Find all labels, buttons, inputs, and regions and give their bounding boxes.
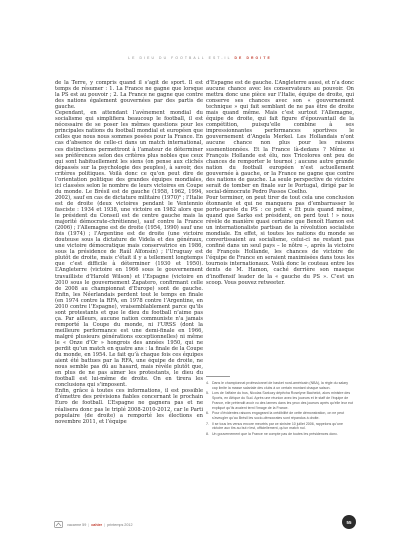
paragraph: de la Terre, y compris quand il s’agit de sport. Il est temps de résumer : 1. La France ne gagne que lorsque la PS est au pouvoir ; 2. La France ne gagne que contre des nations également gouvernées par des partis de gauche.: [55, 80, 203, 111]
footnote-number: 4.: [206, 381, 209, 385]
running-header-tail: DE DROITE: [234, 56, 272, 60]
footnote-text: Lors de l’affaire du bus, Nicolas Sarkozy dépêcha Roselyne Bachelot, alors ministre des Sports, en Afrique du Sud. Après une réunion avec les joueurs et le staff de l’équipe de France, elle prétendit avoir vu des larmes dans les yeux des joueurs après qu’elle leur eut expliqué qu’ils avaient terni l’image de la France.: [212, 391, 353, 410]
paragraph: Pour terminer, on peut tirer de tout cela une conclusion étonnante et qui ne manquera pas d’embarrasser le porte-parole du PS : ce petit « Et puis quand même, quand que Sarko est président, on perd tout ! » nous révèle de manière quasi certaine que Benoît Hamon est un internationaliste partisan de la révolution socialiste mondiale. En effet, si toutes les nations du monde se convertissaient au socialisme, celui-ci ne restant pas confiné dans un seul pays – le nôtre –, après la victoire de François Hollande, les chances de victoire de l’équipe de France en seraient maximisées dans tous les tournois internationaux. Voilà donc le couteau entre les dents de M. Hamon, caché derrière son masque d’inoffensif leader de la « gauche du PS ». C’est un scoop. Vous pouvez retweeter.: [206, 194, 354, 286]
footer-separator: |: [88, 522, 90, 527]
body-column-right: [206, 80, 354, 286]
paragraph: Enfin, grâce à toutes ces informations, il est possible d’émettre des prévisions fiables concernant le prochain Euro de football. L’Espagne ne gagnera pas et ne réalisera donc pas le triplé 2008-2010-2012, car le Parti populaire (de droite) a remporté les élections en novembre 2011, et l’équipe: [55, 388, 203, 425]
footnotes: [206, 376, 354, 438]
footer-issue: printemps 2012: [107, 522, 133, 527]
running-header: [0, 56, 400, 60]
footnote-number: 5.: [206, 391, 209, 396]
footnote: [206, 422, 354, 431]
footnote: [206, 391, 354, 410]
page-number: 55: [346, 519, 352, 525]
footnote-number: 6.: [206, 411, 209, 416]
footer-section: cahier: [91, 522, 103, 527]
footnote: [206, 432, 354, 437]
footer-separator: |: [104, 522, 106, 527]
page-number-badge: [342, 515, 356, 529]
footnotes-divider: [206, 376, 230, 377]
footnote: [206, 411, 354, 420]
running-header-text: LE DIEU DU FOOTBALL EST-IL: [128, 56, 232, 60]
footnote-number: 8.: [206, 432, 209, 437]
footnote-text: Dans le championnat professionnel de basket nord-américain (NBA), la règle du salary cap limite la masse salariale des clubs à un certain montant chaque saison.: [212, 381, 349, 390]
footnote-number: 7.: [206, 421, 209, 426]
journal-logo-icon: [54, 521, 63, 528]
footnote: [206, 381, 354, 390]
page-footer: [54, 521, 133, 528]
paragraph: d’Espagne est de gauche. L’Angleterre aussi, et n’a donc aucune chance avec les conservateurs au pouvoir. On mettra donc une pièce sur l’Italie, équipe de droite, qui conserve ses chances avec son « gouvernement technique » qui fait semblant de ne pas être de droite mais quand même. Mais c’est surtout l’Allemagne, équipe de droite, qui fait figure d’épouvantail de la compétition, puisqu’elle combine à ses impressionnantes performances sportives le gouvernement d’Angela Merkel. Les Hollandais n’ont aucune chance non plus pour les raisons susmentionnées. Et la France là-dedans ? Même si François Hollande est élu, nos Tricolores ont peu de chances de remporter le tournoi ; aucune autre grande nation du football européen n’est actuellement gouvernée à gauche, or la France ne gagne que contre des nations de gauche. La seule perspective de victoire serait de tomber en finale sur le Portugal, dirigé par le social-démocrate Pedro Passos Coelho.: [206, 80, 354, 195]
footer-journal: vacarme 59: [67, 522, 87, 527]
footnote-text: Pour d’évidentes raisons engageant la crédibilité de cette démonstration, on ne peut s’aveugler qu’au Brésil les socio-démocrates sont répandus à droite.: [212, 411, 345, 420]
body-column-left: [55, 80, 203, 425]
footnote-text: Un gouvernement que la France ne compte pas de toutes les présidences donc.: [212, 432, 338, 437]
footnote-text: Il se tous les venus encore meurtris par ce sinistre 10 juillet 2006, rappelons qu’une victoire aux tirs au but n’est, officiellement, qu’un match nul.: [212, 421, 343, 431]
paragraph: Cependant, en attendant l’avènement mondial du socialisme qui simplifiera beaucoup le football, il est nécessaire de se poser les mêmes questions pour les principales nations du football mondial et européen que celles que nous nous sommes posées pour la France. En cas d’absence de celle-ci dans un match international, ces distinctions permettront à l’amateur de déterminer ses préférences selon des critères plus nobles que ceux qui sont habituellement les siens (on pense aux clichés dépassés sur la psychologie des peuples), à savoir, des critères politiques. Voilà donc ce qu’on peut dire de l’orientation politique des grandes équipes mondiales, ici classées selon le nombre de leurs victoires en Coupe du monde. Le Brésil est de gauche (1958, 1962, 1994, 2002), sauf en cas de dictature militaire (1970)⁵ ; l’Italie est de droite (deux victoires pendant le Ventennio fasciste : 1934 et 1938, une victoire en 1982 alors que le président du Conseil est de centre gauche mais la majorité démocrate-chrétienne), sauf contre la France (2006) ; l’Allemagne est de droite (1954, 1990) sauf une fois (1974) ; l’Argentine est de droite (une victoire douteuse sous la dictature de Videla et des généraux, une victoire démocratique mais conservatrice en 1986, sous la présidence de Raúl Alfonsín) ; l’Uruguay est plutôt de droite, mais c’était il y a tellement longtemps que c’est difficile à déterminer (1930 et 1950). L’Angleterre (victoire en 1966 sous le gouvernement travailliste d’Harold Wilson) et l’Espagne (victoire en 2010 sous le gouvernement Zapatero, confirmant celle de 2008 au championnat d’Europe) sont de gauche. Enfin, les Néerlandais perdent tout le temps en finale (en 1974 contre la RFA, en 1978 contre l’Argentine, en 2010 contre l’Espagne), vraisemblablement parce qu’ils sont protestants et que le dieu du football n’aime pas ça. Par ailleurs, aucune nation communiste n’a jamais remporté la Coupe du monde, ni l’URSS (dont la meilleure performance est une demi-finale en 1966, malgré plusieurs générations exceptionnelles) ni même le « Onze d’Or » hongrois des années 1950, qui ne perdit qu’un match en quatre ans : la finale de la Coupe du monde, en 1954. Le fait qu’à chaque fois ces équipes aient été battues par la RFA, une équipe de droite, ne nous semble pas dû au hasard, mais révèle plutôt que, en plus de ne pas aimer les protestants, le dieu du football est lui-même de droite. On en tirera les conclusions qui s’imposent.: [55, 110, 203, 389]
